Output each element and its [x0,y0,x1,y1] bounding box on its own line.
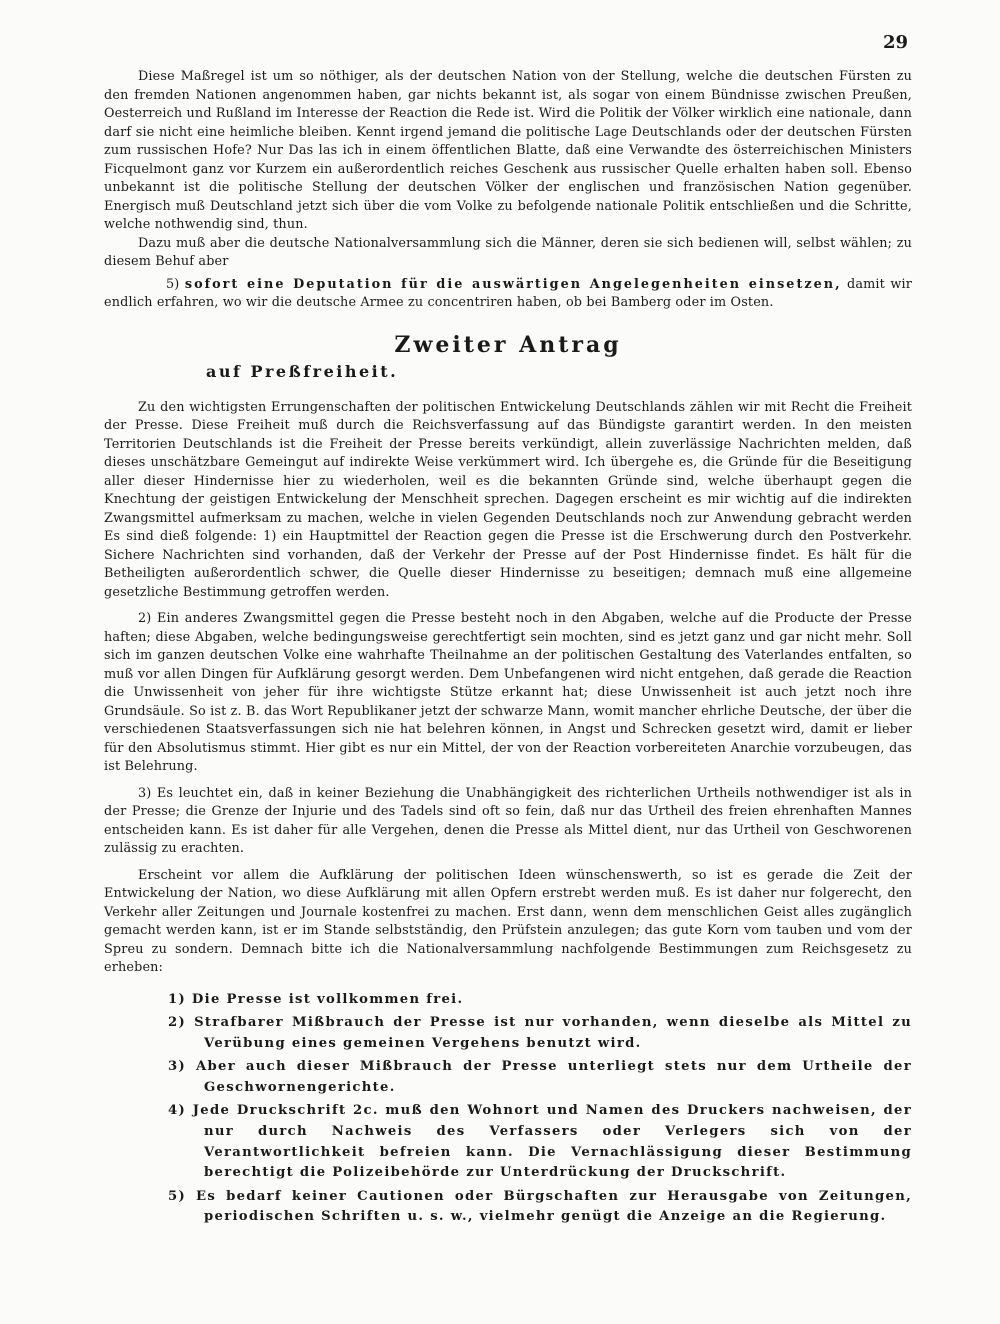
intro-paragraph-2: Dazu muß aber die deutsche Nationalversammlung sich die Männer, deren sie sich bedienen will, selbst wählen; zu diesem Behuf aber [104,235,912,269]
demand-item-5: 5) Es bedarf keiner Cautionen oder Bürgschaften zur Herausgabe von Zeitungen, periodischen Schriften u. s. w., vielmehr genügt die Anzeige an die Regierung. [168,1188,912,1225]
demand-5-spaced-text: sofort eine Deputation für die auswärtigen Angelegenheiten einsetzen, [184,276,842,292]
demand-5-number: 5) [166,276,180,292]
intro-paragraph-1: Diese Maßregel ist um so nöthiger, als der deutschen Nation von der Stellung, welche die deutschen Fürsten zu den fremden Nationen angenommen haben, gar nichts bekannt ist, als sogar von einem Bündnisse zwischen Preußen, Oesterreich und Rußland im Interesse der Reaction die Rede ist. Wird die Politik der Völker wirklich eine nationale, dann darf sie nicht eine heimliche bleiben. Kennt irgend jemand die politische Lage Deutschlands oder der deutschen Fürsten zum russischen Hofe? Nur Das las ich in einem öffentlichen Blatte, daß eine Verwandte des österreichischen Ministers Ficquelmont ganz vor Kurzem ein außerordentlich reiches Geschenk aus russischer Quelle erhalten haben soll. Ebenso unbekannt ist die politische Stellung der deutschen Völker der englischen und französischen Nation gegenüber. Energisch muß Deutschland jetzt sich über die vom Volke zu befolgende nationale Politik entschließen und die Schritte, welche nothwendig sind, thun. [104,69,912,232]
page-number: 29 [882,32,908,53]
demands-list [104,990,912,1229]
intro-demand-5 [104,276,912,313]
body-paragraph-4: Erscheint vor allem die Aufklärung der politischen Ideen wünschenswerth, so ist es gerade die Zeit der Entwickelung der Nation, wo diese Aufklärung mit allen Opfern erstrebt werden muß. Es ist daher nur folgerecht, den Verkehr aller Zeitungen und Journale kostenfrei zu machen. Erst dann, wenn dem menschlichen Geist alles zugänglich gemacht werden kann, ist er im Stande selbstständig, den Prüfstein anzulegen; das gute Korn vom tauben und vom der Spreu zu sondern. Demnach bitte ich die Nationalversammlung nachfolgende Bestimmungen zum Reichsgesetz zu erheben: [104,867,912,975]
demand-item-2: 2) Strafbarer Mißbrauch der Presse ist nur vorhanden, wenn dieselbe als Mittel zu Verübung eines gemeinen Vergehens benutzt wird. [168,1015,912,1051]
demand-item-3: 3) Aber auch dieser Mißbrauch der Presse unterliegt stets nur dem Urtheile der Geschwornengerichte. [168,1059,912,1095]
demand-item-1: 1) Die Presse ist vollkommen frei. [168,991,464,1007]
demand-item-4: 4) Jede Druckschrift 2c. muß den Wohnort und Namen des Druckers nachweisen, der nur durch Nachweis des Verfassers oder Verlegers sich von der Verantwortlichkeit befreien kann. Die Vernachlässigung dieser Bestimmung berechtigt die Polizeibehörde zur Unterdrückung der Druckschrift. [168,1103,912,1181]
body-paragraph-2: 2) Ein anderes Zwangsmittel gegen die Presse besteht noch in den Abgaben, welche auf die Producte der Presse haften; diese Abgaben, welche bedingungsweise gerechtfertigt sein mochten, sind es jetzt ganz und gar nicht mehr. Soll sich im ganzen deutschen Volke eine wahrhafte Theilnahme an der politischen Gestaltung des Vaterlandes entfalten, so muß vor allen Dingen für Aufklärung gesorgt werden. Dem Unbefangenen wird nicht entgehen, daß gerade die Reaction die Unwissenheit von jeher für ihre wichtigste Stütze erkannt hat; diese Unwissenheit ist auch jetzt noch ihre Grundsäule. So ist z. B. das Wort Republikaner jetzt der schwarze Mann, womit mancher ehrliche Deutsche, der über die verschiedenen Staatsverfassungen sich nie hat belehren können, in Angst und Schrecken gesetzt wird, damit er lieber für den Absolutismus stimmt. Hier gibt es nur ein Mittel, der von der Reaction vorbereiteten Anarchie vorzubeugen, das ist Belehrung. [104,611,912,774]
section-subheading: auf Preßfreiheit. [206,361,399,381]
body-paragraph-1: Zu den wichtigsten Errungenschaften der politischen Entwickelung Deutschlands zählen wir mit Recht die Freiheit der Presse. Diese Freiheit muß durch die Reichsverfassung auf das Bündigste garantirt werden. In den meisten Territorien Deutschlands ist die Freiheit der Presse bereits verkündigt, allein zuverlässige Nachrichten melden, daß dieses unschätzbare Gemeingut auf indirekte Weise verkümmert wird. Ich übergehe es, die Gründe für die Beseitigung aller dieser Hindernisse hier zu wiederholen, weil es die bekannten Gründe sind, welche überhaupt gegen die Knechtung der geistigen Entwickelung der Menschheit sprechen. Dagegen erscheint es mir wichtig auf die indirekten Zwangsmittel aufmerksam zu machen, welche in vielen Gegenden Deutschlands noch zur Anwendung gebracht werden Es sind dieß folgende: 1) ein Hauptmittel der Reaction gegen die Presse ist die Erschwerung durch den Postverkehr. Sichere Nachrichten sind vorhanden, daß der Verkehr der Presse auf der Post Hindernisse findet. Es hält für die Betheiligten außerordentlich schwer, die Quelle dieser Hindernisse zu beseitigen; demnach muß eine allgemeine gesetzliche Bestimmung getroffen werden. [104,399,912,600]
text-column [104,68,912,1231]
demand-5-rest-text: damit wir endlich erfahren, wo wir die deutsche Armee zu concentriren haben, ob bei Bamberg oder im Osten. [104,276,912,310]
section-heading: Zweiter Antrag [394,331,622,358]
body-paragraph-3: 3) Es leuchtet ein, daß in keiner Beziehung die Unabhängigkeit des richterlichen Urtheils nothwendiger ist als in der Presse; die Grenze der Injurie und des Tadels sind oft so fein, daß nur das Urtheil des freien ehrenhaften Mannes entscheiden kann. Es ist daher für alle Vergehen, denen die Presse als Mittel dient, nur das Urtheil von Geschworenen zulässig zu erachten. [104,785,912,856]
